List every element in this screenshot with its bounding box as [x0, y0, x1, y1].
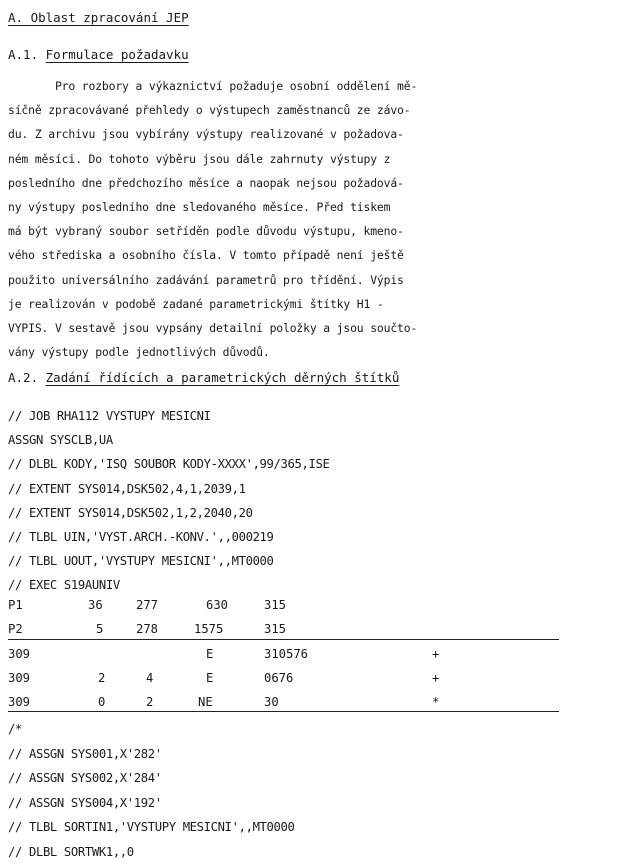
param-cell: P2: [8, 622, 23, 636]
param-cell: +: [432, 671, 440, 685]
param-cell: 0676: [264, 671, 294, 685]
param-cell: 2: [98, 671, 106, 685]
param-cell: 0: [98, 695, 106, 709]
paragraph-line: Pro rozbory a výkaznictví požaduje osobní oddělení mě-: [8, 79, 418, 93]
paragraph-line: posledního dne předchozího měsíce a naopak nejsou požadová-: [8, 175, 404, 190]
param-cell: *: [432, 695, 440, 709]
section2-subtitle: [8, 370, 399, 385]
param-cell: NE: [198, 695, 213, 709]
subtitle-text: Formulace požadavku: [45, 47, 189, 62]
param-cell: 4: [146, 671, 154, 685]
code-line: // ASSGN SYS002,X'284': [8, 771, 162, 786]
code-line: // ASSGN SYS001,X'282': [8, 746, 162, 761]
param-cell: 30: [264, 695, 279, 709]
paragraph-line: síčně zpracovávané přehledy o výstupech zaměstnanců ze závo-: [8, 103, 411, 118]
paragraph-line: vány výstupy podle jednotlivých důvodů.: [8, 345, 270, 360]
code-line: // EXTENT SYS014,DSK502,1,2,2040,20: [8, 505, 253, 520]
param-cell: 5: [96, 622, 104, 636]
divider-line: [8, 711, 559, 712]
code-line: ASSGN SYSCLB,UA: [8, 433, 113, 448]
subtitle2-text: Zadání řídících a parametrických děrných štítků: [45, 370, 400, 385]
code-line: // TLBL UIN,'VYST.ARCH.-KONV.',,000219: [8, 530, 274, 545]
code-line: // DLBL SORTWK1,,0: [8, 844, 134, 859]
code-line: // EXEC S19AUNIV: [8, 578, 120, 593]
paragraph-line: použito universálního zadávání parametrů pro třídění. Výpis: [8, 272, 404, 287]
paragraph-line: ném měsíci. Do tohoto výběru jsou dále zahrnuty výstupy z: [8, 151, 391, 166]
subtitle-number: A.1.: [8, 47, 46, 62]
param-cell: P1: [8, 598, 23, 612]
body-paragraph: [8, 74, 417, 364]
paragraph-line: du. Z archivu jsou vybírány výstupy realizované v požadova-: [8, 127, 404, 142]
param-cell: 309: [8, 671, 31, 685]
paragraph-line: ny výstupy posledního dne sledovaného měsíce. Před tiskem: [8, 200, 391, 215]
section-title: A. Oblast zpracování JEP: [8, 10, 189, 25]
param-cell: 309: [8, 695, 31, 709]
param-cell: 277: [136, 598, 159, 612]
param-cell: E: [206, 671, 214, 685]
param-cell: +: [432, 647, 440, 661]
param-cell: 315: [264, 598, 287, 612]
code-line: // TLBL SORTIN1,'VYSTUPY MESICNI',,MT0000: [8, 820, 295, 835]
code-line: // JOB RHA112 VYSTUPY MESICNI: [8, 409, 211, 423]
param-cell: 309: [8, 647, 31, 661]
param-cell: 36: [88, 598, 103, 612]
divider-line: [8, 639, 559, 640]
section-subtitle: [8, 47, 189, 62]
param-cell: 278: [136, 622, 159, 636]
code-line: // DLBL KODY,'ISQ SOUBOR KODY-XXXX',99/365,ISE: [8, 457, 330, 472]
param-cell: 630: [206, 598, 229, 612]
code-line: // TLBL UOUT,'VYSTUPY MESICNI',,MT0000: [8, 554, 274, 569]
paragraph-line: je realizován v podobě zadané parametrickými štítky H1 -: [8, 296, 384, 311]
paragraph-line: VYPIS. V sestavě jsou vypsány detailní položky a jsou součto-: [8, 321, 418, 336]
subtitle2-number: A.2.: [8, 370, 46, 385]
paragraph-line: vého střediska a osobního čísla. V tomto případě není ještě: [8, 248, 404, 263]
param-cell: 1575: [194, 622, 224, 636]
param-cell: 310576: [264, 647, 309, 661]
code-line: // ASSGN SYS004,X'192': [8, 795, 162, 810]
param-cell: 315: [264, 622, 287, 636]
code-line: // EXTENT SYS014,DSK502,4,1,2039,1: [8, 481, 246, 496]
jcl-code-top: [8, 404, 329, 598]
paragraph-line: má být vybraný soubor setříděn podle důvodu výstupu, kmeno-: [8, 224, 404, 239]
jcl-code-bottom: [8, 717, 295, 865]
param-cell: 2: [146, 695, 154, 709]
param-cell: E: [206, 647, 214, 661]
code-line: /*: [8, 722, 22, 736]
